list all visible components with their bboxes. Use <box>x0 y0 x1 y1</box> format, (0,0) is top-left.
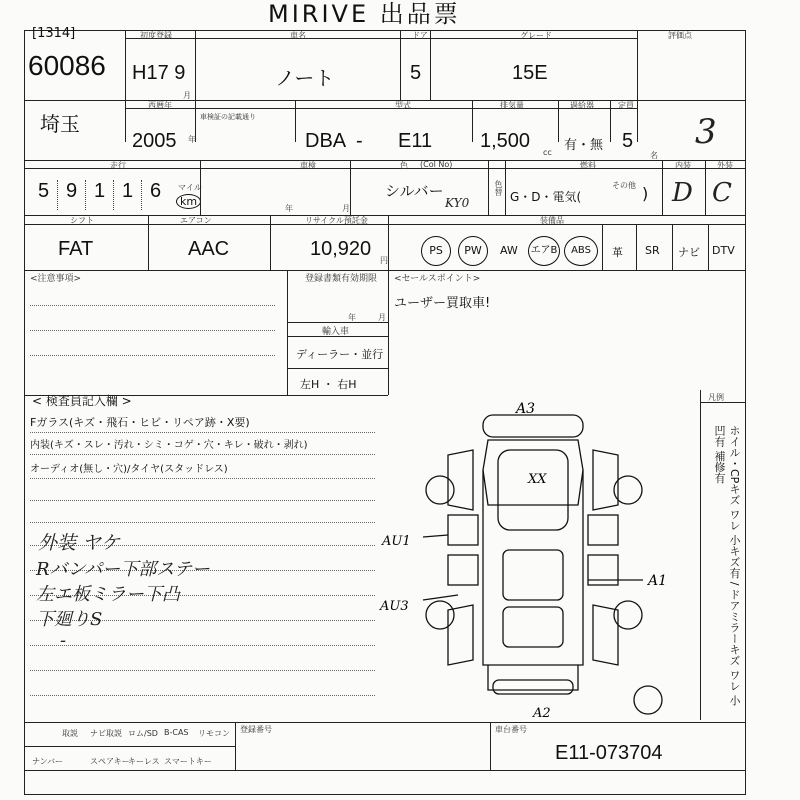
seats: 5 <box>622 130 634 152</box>
recycle-label: リサイクル預託金 <box>305 216 368 225</box>
first-reg-label: 初度登録 <box>140 31 172 40</box>
mileage-digit: 1 <box>114 180 142 210</box>
seats-label: 定員 <box>618 101 634 110</box>
inspector-line-fglass: Fガラス(キズ・飛石・ヒビ・リペア跡・X要) <box>30 416 250 429</box>
inspection-month-unit: 月 <box>342 204 350 213</box>
aircon: AAC <box>188 238 230 260</box>
side-legend: ホイル・CPキズ ワレ 小キズ有 / ドアミラーキズ ワレ 小凹有 補修有 <box>713 425 741 706</box>
mileage-digit: 6 <box>149 180 162 202</box>
recycle: 10,920 <box>310 238 372 260</box>
reg-number-label: 登録番号 <box>240 725 272 734</box>
model-label: 型式 <box>395 101 411 110</box>
door-label: ドア <box>412 31 428 40</box>
model-dash: - <box>356 130 363 152</box>
inspector-line-interior: 内装(キズ・スレ・汚れ・シミ・コゲ・穴・キレ・破れ・剥れ) <box>30 440 308 451</box>
grade: 15E <box>512 62 548 84</box>
inspector-line-audio: オーディオ(無し・穴)/タイヤ(スタッドレス) <box>30 464 228 475</box>
footer-smart-key: スマートキー <box>164 757 212 766</box>
footer-rom-sd: ロム/SD <box>128 729 158 738</box>
mileage-unit-top: マイル <box>178 183 202 192</box>
import-label: 輸入車 <box>322 327 350 337</box>
exterior-grade: C <box>712 178 732 208</box>
mark-au1: AU1 <box>382 534 411 549</box>
yen-unit: 円 <box>380 256 388 265</box>
equip-dtv: DTV <box>712 244 735 257</box>
equip-airbag: エアB <box>528 236 560 266</box>
region: 埼玉 <box>40 112 80 136</box>
sales-point: ユーザー買取車! <box>394 296 491 311</box>
year: 2005 <box>132 130 177 152</box>
hand-note-4: 下廻りS <box>36 609 103 630</box>
seats-unit: 名 <box>650 151 658 160</box>
equip-sr: SR <box>645 244 660 257</box>
interior-label: 内装 <box>675 161 691 170</box>
mark-au3: AU3 <box>380 599 409 614</box>
footer-spare-key: スペアキー <box>90 757 130 766</box>
aircon-label: エアコン <box>180 216 212 225</box>
fuel-close: ) <box>642 184 649 203</box>
hand-note-2: Rバンパー下部ステー <box>36 559 210 580</box>
equip-leather: 革 <box>612 246 623 259</box>
fuel: G・D・電気( <box>510 190 582 204</box>
grade-label: グレード <box>520 31 552 40</box>
mileage-unit: km <box>176 194 201 209</box>
score-value: 3 <box>695 112 717 152</box>
side-header-label: 凡例 <box>708 393 724 402</box>
displacement: 1,500 <box>480 130 531 152</box>
sheet-title: MIRIVE 出品票 <box>268 0 461 28</box>
equip-aw: AW <box>500 244 518 257</box>
lot-number: 60086 <box>28 50 106 81</box>
mileage-digit: 1 <box>86 180 114 210</box>
equip-ps: PS <box>421 236 451 266</box>
dealer-parallel: ディーラー・並行 <box>296 348 384 361</box>
doors: 5 <box>410 62 422 84</box>
chassis-label: 車台番号 <box>495 725 527 734</box>
car-name-label: 車名 <box>290 31 306 40</box>
first-reg-month-unit: 月 <box>183 91 191 100</box>
attention-label: <注意事項> <box>30 274 82 284</box>
footer-navi-manual: ナビ取説 <box>90 729 122 738</box>
year-label: 西暦年 <box>148 101 172 110</box>
turbo: 有・無 <box>564 138 604 153</box>
hand-note-3: 左エ板ミラー下凸 <box>36 584 180 605</box>
equip-abs: ABS <box>564 236 598 266</box>
equipment-label: 装備品 <box>540 216 564 225</box>
color-change-label: 色替 <box>494 180 503 196</box>
car-damage-diagram <box>380 395 700 725</box>
year-sublabel: 車検証の記載通り <box>200 113 256 121</box>
fuel-other: その他 <box>612 181 636 190</box>
footer-bcas: B-CAS <box>164 728 189 737</box>
score-label: 評価点 <box>668 31 692 40</box>
turbo-label: 過給器 <box>570 101 594 110</box>
mark-a3: A3 <box>516 401 536 417</box>
handle-side: 左H ・ 右H <box>300 378 357 391</box>
mark-xx: XX <box>528 472 547 487</box>
shift: FAT <box>58 238 94 260</box>
sales-label: <セールスポイント> <box>394 274 481 284</box>
mileage-label: 走行 <box>110 161 126 170</box>
registration-month-unit: 月 <box>378 313 386 322</box>
color-label: 色 <box>400 161 408 170</box>
color-code-hand: KY0 <box>445 196 470 210</box>
mark-a1: A1 <box>648 573 668 589</box>
registration-year-unit: 年 <box>348 313 356 322</box>
color-value: シルバー <box>385 182 444 200</box>
mileage-digit: 5 <box>30 180 58 210</box>
inspector-label: < 検査員記入欄 > <box>32 394 132 408</box>
color-code-label: (Col No) <box>420 160 453 169</box>
registration-label: 登録書類有効期限 <box>305 274 378 284</box>
footer-number: ナンバー <box>32 757 64 766</box>
hand-note-1: 外装 ヤケ <box>38 532 121 554</box>
footer-keyless: キーレス <box>128 757 160 766</box>
mileage-digit: 9 <box>58 180 86 210</box>
inspection-label: 車検 <box>300 161 316 170</box>
displacement-label: 排気量 <box>500 101 524 110</box>
hand-note-5: - <box>60 630 67 651</box>
inspection-year-unit: 年 <box>285 204 293 213</box>
chassis-number: E11-073704 <box>555 742 663 764</box>
shift-label: シフト <box>70 216 94 225</box>
year-unit: 年 <box>188 135 196 144</box>
model-code: E11 <box>398 130 433 152</box>
interior-grade: D <box>672 178 693 208</box>
footer-manual: 取説 <box>62 729 78 738</box>
mileage-digits <box>30 180 180 210</box>
mark-a2: A2 <box>533 706 551 721</box>
fuel-label: 燃料 <box>580 161 596 170</box>
car-name: ノート <box>275 68 335 90</box>
first-reg-value: H17 9 <box>132 62 186 84</box>
footer-remote: リモコン <box>198 729 230 738</box>
model-prefix: DBA <box>305 130 347 152</box>
exterior-label: 外装 <box>717 161 733 170</box>
equip-pw: PW <box>458 236 488 266</box>
cc-unit: cc <box>543 148 552 157</box>
lot-bracket: [1314] <box>32 26 76 41</box>
equip-navi: ナビ <box>678 246 700 259</box>
